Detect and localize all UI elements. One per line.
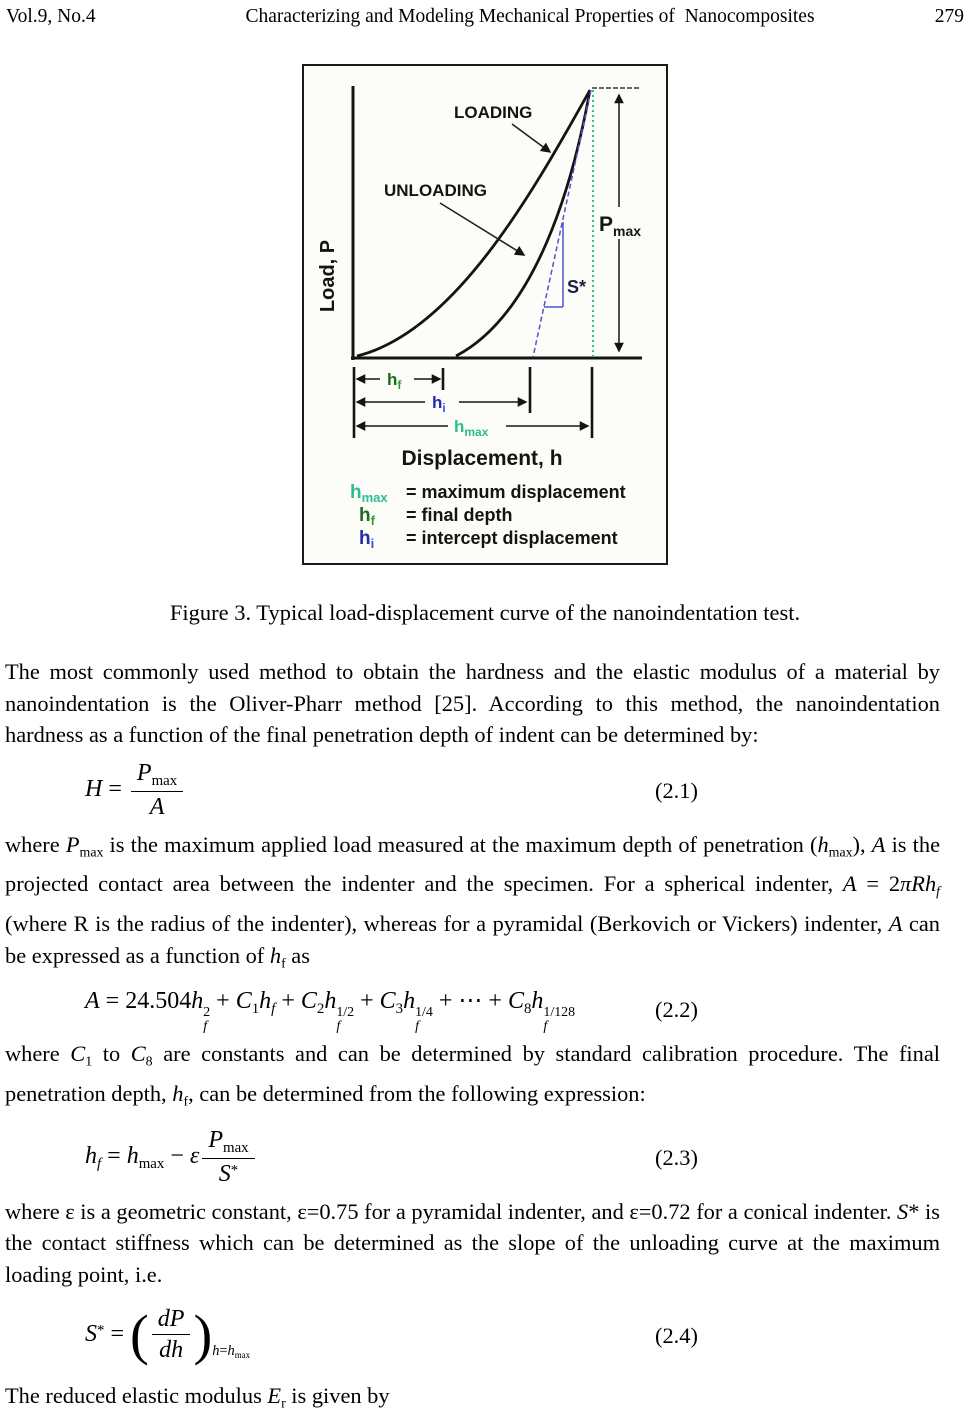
paragraph-4: where ε is a geometric constant, ε=0.75 for a pyramidal indenter, and ε=0.72 for a conical indenter. S* is the contact stiffness which can be determined as the slope of the unloading curve at the maximum loading point, i.e. <box>5 1198 940 1287</box>
legend-hmax-text: = maximum displacement <box>406 482 626 502</box>
y-axis-label: Load, P <box>317 239 339 313</box>
hf-dimension-label: $h_f$ <box>387 370 402 392</box>
equation-2-2-number: (2.2) <box>655 997 698 1023</box>
figure-caption: Figure 3. Typical load-displacement curve of the nanoindentation test. <box>169 600 801 625</box>
unloading-arrow <box>440 203 524 255</box>
legend-hf-symbol: $h_f$ <box>359 505 375 528</box>
hmax-dimension-label: $h_{max}$ <box>454 417 489 439</box>
equation-2-4-number: (2.4) <box>655 1322 698 1348</box>
unloading-label: UNLOADING <box>384 181 487 200</box>
equation-2-3 <box>5 1122 940 1194</box>
equation-2-2 <box>5 986 940 1034</box>
volume-issue: Vol.9, No.4 <box>6 6 96 27</box>
equation-2-2-body: A = 24.504h 2 f + C1hf + C2h 1/2 f + C3h 1/4 f + ⋯ + C8h 1/128 f <box>85 987 576 1035</box>
unloading-curve <box>456 90 590 356</box>
body-text <box>0 656 970 1420</box>
loading-arrow <box>512 124 550 152</box>
equation-2-1-body: H = $\frac{Pmax}{A}$ <box>85 760 186 821</box>
equation-2-1 <box>5 755 940 827</box>
paragraph-5: The reduced elastic modulus Er is given by <box>5 1383 390 1412</box>
equation-2-3-body: hf = hmax − ε $\frac{Pmax}{S^*}$ <box>85 1127 258 1188</box>
equation-2-4 <box>5 1292 940 1378</box>
loading-label: LOADING <box>454 103 533 122</box>
equation-2-3-number: (2.3) <box>655 1145 698 1171</box>
equation-2-1-number: (2.1) <box>655 777 698 803</box>
legend-hmax-symbol: $h_{max}$ <box>350 482 388 505</box>
running-title: Characterizing and Modeling Mechanical Properties of Nanocomposites <box>245 6 815 27</box>
page-header <box>0 0 970 28</box>
equation-2-4-body: S* = ( $\frac{dP}{dh}$ )$_{h=hmax}$ <box>85 1304 251 1367</box>
paragraph-2: where Pmax is the maximum applied load measured at the maximum depth of penetration (hmax), A is the projected contact area between the indenter and the specimen. For a spherical indenter, A = 2πRhf (where R is the radius of the indenter), whereas for a pyramidal (Berkovich or Vickers) indenter, A can be expressed as a function of hf as <box>5 831 941 972</box>
legend-hf-text: = final depth <box>406 505 513 525</box>
paragraph-1: The most commonly used method to obtain the hardness and the elastic modulus of a material by nanoindentation is the Oliver-Pharr method [25]. According to this method, the nanoindentation hardness as a function of the final penetration depth of indent can be determined by: <box>5 659 940 747</box>
legend-hi-text: = intercept displacement <box>406 528 618 548</box>
figure-legend <box>350 482 626 551</box>
paragraph-3: where C1 to C8 are constants and can be determined by standard calibration procedure. The final penetration depth, hf, can be determined from the following expression: <box>5 1041 940 1110</box>
page-number: 279 <box>934 6 964 27</box>
x-axis-label: Displacement, h <box>401 447 563 470</box>
load-displacement-plot <box>304 66 666 563</box>
tangent-line <box>533 90 591 357</box>
stiffness-label: S* <box>567 277 587 297</box>
hi-dimension-label: $h_i$ <box>432 393 446 415</box>
figure-image <box>302 64 668 565</box>
legend-hi-symbol: $h_i$ <box>359 528 375 551</box>
pmax-label: $P_{max}$ <box>599 213 642 239</box>
